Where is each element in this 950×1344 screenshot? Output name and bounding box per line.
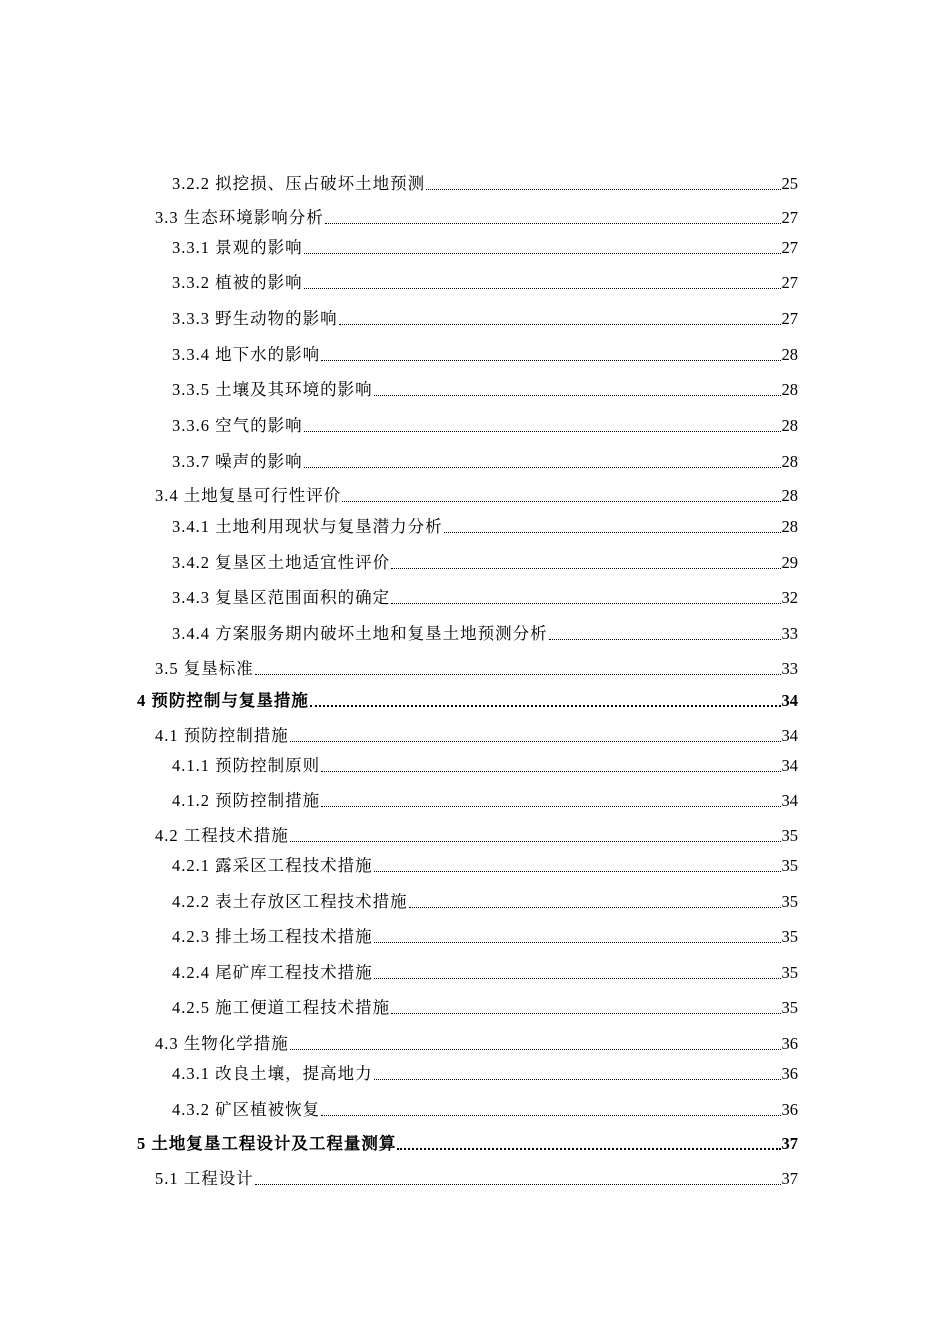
dot-leader: [426, 189, 780, 190]
toc-entry-title: 3.4 土地复垦可行性评价: [155, 486, 342, 505]
toc-entry[interactable]: [172, 267, 798, 293]
toc-entry-title: 4.2.2 表土存放区工程技术措施: [172, 892, 408, 911]
dot-leader: [374, 1079, 781, 1080]
toc-entry[interactable]: [155, 202, 798, 228]
toc-entry[interactable]: [172, 618, 798, 644]
dot-leader: [325, 223, 781, 224]
toc-entry-title: 3.4.2 复垦区土地适宜性评价: [172, 553, 391, 572]
toc-entry-title: 3.3.3 野生动物的影响: [172, 309, 338, 328]
dot-leader: [374, 978, 781, 979]
toc-entry-page: 36: [781, 1100, 798, 1119]
toc-entry[interactable]: [172, 921, 798, 947]
toc-entry-title: 4.1.2 预防控制措施: [172, 791, 321, 810]
toc-entry[interactable]: [172, 850, 798, 876]
toc-entry-page: 28: [781, 517, 798, 536]
toc-entry-page: 35: [781, 856, 798, 875]
toc-entry[interactable]: [137, 685, 798, 711]
toc-entry-page: 33: [781, 659, 798, 678]
toc-entry-page: 28: [781, 416, 798, 435]
toc-entry-title: 4.2 工程技术措施: [155, 826, 289, 845]
toc-entry[interactable]: [172, 750, 798, 776]
toc-entry-title: 4.2.4 尾矿库工程技术措施: [172, 963, 373, 982]
toc-entry[interactable]: [172, 1058, 798, 1084]
toc-entry[interactable]: [172, 992, 798, 1018]
toc-entry-page: 34: [781, 726, 798, 745]
toc-entry-page: 35: [781, 927, 798, 946]
dot-leader: [255, 1184, 781, 1185]
toc-entry-title: 5 土地复垦工程设计及工程量测算: [137, 1134, 397, 1153]
toc-entry-title: 3.2.2 拟挖损、压占破坏土地预测: [172, 174, 426, 193]
dot-leader: [444, 532, 781, 533]
toc-entry-page: 34: [781, 691, 798, 710]
toc-entry-title: 3.3.2 植被的影响: [172, 273, 303, 292]
dot-leader: [310, 705, 781, 707]
toc-entry-page: 35: [781, 892, 798, 911]
dot-leader: [255, 674, 781, 675]
toc-entry[interactable]: [172, 446, 798, 472]
toc-entry-title: 3.3.6 空气的影响: [172, 416, 303, 435]
toc-entry[interactable]: [155, 653, 798, 679]
toc-entry-title: 4.1 预防控制措施: [155, 726, 289, 745]
dot-leader: [397, 1148, 780, 1150]
toc-entry-page: 35: [781, 963, 798, 982]
toc-entry-page: 34: [781, 756, 798, 775]
toc-entry-title: 3.3.5 土壤及其环境的影响: [172, 380, 373, 399]
toc-entry[interactable]: [172, 1094, 798, 1120]
toc-entry-title: 3.4.4 方案服务期内破坏土地和复垦土地预测分析: [172, 624, 548, 643]
toc-entry[interactable]: [172, 374, 798, 400]
dot-leader: [304, 431, 781, 432]
toc-entry-title: 4.3 生物化学措施: [155, 1034, 289, 1053]
dot-leader: [549, 639, 781, 640]
dot-leader: [321, 360, 780, 361]
toc-entry-title: 3.3.1 景观的影响: [172, 238, 303, 257]
toc-entry-title: 4 预防控制与复垦措施: [137, 691, 309, 710]
dot-leader: [374, 942, 781, 943]
dot-leader: [304, 288, 781, 289]
dot-leader: [409, 907, 781, 908]
toc-entry-title: 3.3.7 噪声的影响: [172, 452, 303, 471]
toc-entry[interactable]: [172, 511, 798, 537]
toc-entry[interactable]: [172, 582, 798, 608]
dot-leader: [304, 467, 781, 468]
toc-entry-title: 4.3.1 改良土壤，提高地力: [172, 1064, 373, 1083]
toc-entry[interactable]: [155, 1028, 798, 1054]
toc-entry-page: 28: [781, 452, 798, 471]
toc-entry[interactable]: [172, 168, 798, 194]
toc-entry-title: 3.3.4 地下水的影响: [172, 345, 321, 364]
toc-entry-page: 36: [781, 1034, 798, 1053]
toc-entry-page: 28: [781, 345, 798, 364]
dot-leader: [290, 741, 781, 742]
toc-entry[interactable]: [155, 1163, 798, 1189]
toc-entry-title: 4.3.2 矿区植被恢复: [172, 1100, 321, 1119]
dot-leader: [391, 568, 780, 569]
toc-entry[interactable]: [137, 1128, 798, 1154]
toc-entry-title: 4.2.1 露采区工程技术措施: [172, 856, 373, 875]
toc-entry[interactable]: [155, 820, 798, 846]
toc-entry-title: 3.4.3 复垦区范围面积的确定: [172, 588, 391, 607]
toc-entry-title: 5.1 工程设计: [155, 1169, 254, 1188]
dot-leader: [290, 1049, 781, 1050]
dot-leader: [290, 841, 781, 842]
toc-entry-page: 28: [781, 486, 798, 505]
toc-entry-title: 3.5 复垦标准: [155, 659, 254, 678]
dot-leader: [339, 324, 781, 325]
toc-entry-title: 4.2.3 排土场工程技术措施: [172, 927, 373, 946]
toc-entry-title: 4.1.1 预防控制原则: [172, 756, 321, 775]
toc-entry-page: 27: [781, 208, 798, 227]
toc-entry-page: 27: [781, 309, 798, 328]
toc-entry-page: 32: [781, 588, 798, 607]
toc-entry-page: 35: [781, 998, 798, 1017]
toc-entry-page: 37: [781, 1134, 798, 1153]
toc-entry[interactable]: [172, 957, 798, 983]
toc-entry-page: 25: [781, 174, 798, 193]
dot-leader: [374, 395, 781, 396]
toc-entry[interactable]: [172, 232, 798, 258]
dot-leader: [391, 1013, 780, 1014]
toc-entry-page: 28: [781, 380, 798, 399]
dot-leader: [321, 806, 780, 807]
toc-entry[interactable]: [155, 480, 798, 506]
toc-entry-page: 29: [781, 553, 798, 572]
toc-entry-title: 4.2.5 施工便道工程技术措施: [172, 998, 391, 1017]
dot-leader: [304, 253, 781, 254]
toc-entry-page: 27: [781, 273, 798, 292]
toc-entry-page: 35: [781, 826, 798, 845]
toc-entry[interactable]: [172, 303, 798, 329]
toc-entry-page: 27: [781, 238, 798, 257]
toc-entry[interactable]: [172, 785, 798, 811]
toc-entry-page: 36: [781, 1064, 798, 1083]
dot-leader: [321, 1115, 780, 1116]
dot-leader: [342, 501, 780, 502]
toc-entry[interactable]: [155, 720, 798, 746]
toc-entry[interactable]: [172, 886, 798, 912]
toc-entry-title: 3.3 生态环境影响分析: [155, 208, 324, 227]
toc-entry-title: 3.4.1 土地利用现状与复垦潜力分析: [172, 517, 443, 536]
toc-entry[interactable]: [172, 410, 798, 436]
toc-entry-page: 37: [781, 1169, 798, 1188]
dot-leader: [391, 603, 780, 604]
toc-entry-page: 33: [781, 624, 798, 643]
dot-leader: [374, 871, 781, 872]
toc-entry[interactable]: [172, 339, 798, 365]
toc-entry-page: 34: [781, 791, 798, 810]
toc-entry[interactable]: [172, 547, 798, 573]
dot-leader: [321, 771, 780, 772]
